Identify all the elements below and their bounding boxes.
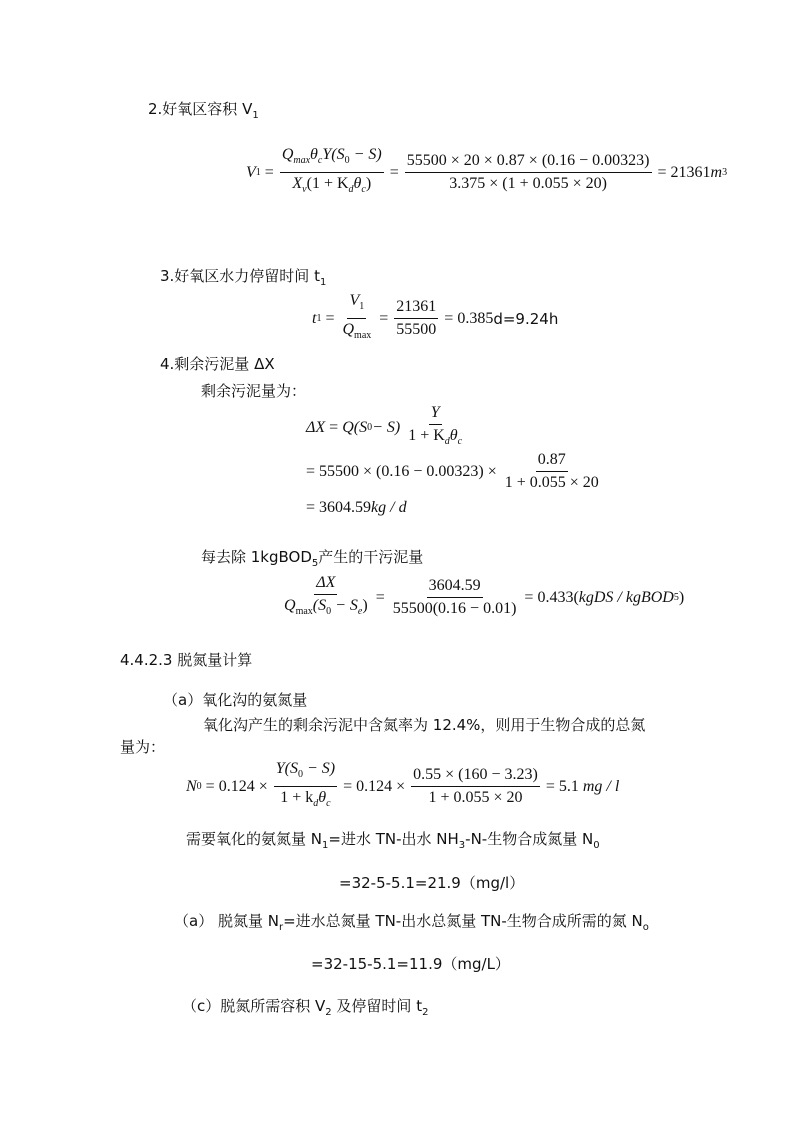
equation-dry-sludge: $\frac{\Delta X}{Q_{max}(S_0 - S_e)}$ = $\frac{3604.59}{55500(0.16 - 0.01)}$ = 0.433( kgDS / kgBOD 5 ) (284, 574, 685, 618)
equation-n0: N 0 = 0.124 × $\frac{Y(S_0 - S)}{1 + k_d\theta_c}$ = 0.124 × $\frac{0.55 \times (160 - 3.23)}{1 + 0.055 \times 20}$ = 5.1 mg / l (186, 760, 620, 810)
equation-excess-sludge-3: = 3604.59kg / d (306, 499, 407, 516)
heading-denitrification-volume: （c）脱氮所需容积 $V_2$ 及停留时间 $t_2$ (182, 997, 429, 1018)
excess-sludge-intro: 剩余污泥量为： (201, 382, 307, 400)
equation-retention-time: t 1 = $\frac{V_1}{Q_{max}}$ = $\frac{21361}{55500}$ = 0.385 d=9.24h (312, 292, 559, 342)
fraction-symbolic: $\frac{Q_{max}\theta_cY(S_0 - S)}{X_v(1 + K_d\theta_c)}$ (281, 146, 382, 196)
equation-excess-sludge-1: ΔX = Q(S 0 − S) $\frac{Y}{1 + K_d\theta_c}$ (306, 404, 463, 448)
fraction-numeric: $\frac{55500 \times 20 \times 0.87 \times (0.16 - 0.00323)}{3.375 \times (1 + 0.055 \times 20)}$ (406, 152, 650, 193)
dry-sludge-per-bod: 每去除 1kgBOD$_5$产生的干污泥量 (201, 548, 424, 569)
paragraph-nitrogen-content: 氧化沟产生的剩余污泥中含氮率为 12.4%，则用于生物合成的总氮 (203, 716, 646, 734)
n1-definition: 需要氧化的氨氮量 $N_1=$进水 TN-出水 $NH_3-N-$生物合成氮量 $N_0$ (186, 830, 600, 851)
paragraph-nitrogen-content-cont: 量为： (120, 738, 166, 756)
nr-definition: （a） 脱氮量 $N_r=$进水总氮量 TN-出水总氮量 TN-生物合成所需的氮 $N_o$ (174, 912, 649, 933)
heading-ammonia-nitrogen: （a）氧化沟的氨氮量 (163, 691, 308, 709)
equation-aerobic-volume: V 1 = $\frac{Q_{max}\theta_cY(S_0 - S)}{X_v(1 + K_d\theta_c)}$ = $\frac{55500 \times 20 \times 0.87 \times (0.16 - 0.00323)}{3.375 \times (1 + 0.055 \times 20)}$ = 21361 m 3 (246, 146, 727, 199)
nr-calculation: =32-15-5.1=11.9（mg/L） (311, 955, 510, 973)
heading-retention-time: 3.好氧区水力停留时间 $t_1$ (160, 267, 327, 288)
heading-denitrification: 4.4.2.3 脱氮量计算 (120, 651, 253, 669)
n1-calculation: =32-5-5.1=21.9（mg/l） (339, 874, 525, 892)
heading-excess-sludge: 4.剩余污泥量 ΔX (160, 355, 275, 373)
equation-excess-sludge-2: = 55500 × (0.16 − 0.00323) × $\frac{0.87}{1 + 0.055 \times 20}$ (306, 451, 599, 491)
heading-aerobic-volume: 2.好氧区容积 $V_1$ (148, 100, 259, 121)
